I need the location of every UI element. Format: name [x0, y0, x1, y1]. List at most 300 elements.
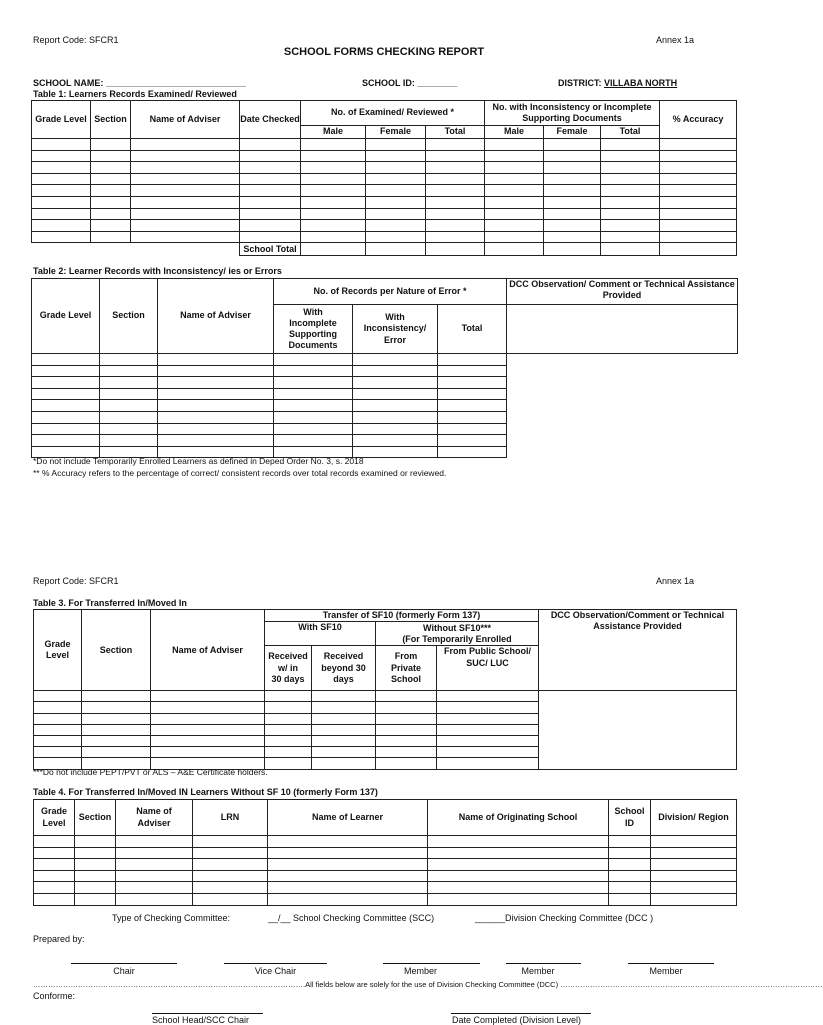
table-cell[interactable] [438, 377, 507, 389]
table-cell[interactable] [366, 196, 426, 208]
table-cell[interactable] [601, 150, 660, 162]
school-total-cell[interactable] [544, 243, 601, 256]
table-cell[interactable] [32, 150, 91, 162]
table-cell[interactable] [301, 139, 366, 151]
table-cell[interactable] [131, 185, 240, 197]
table-cell[interactable] [428, 870, 609, 882]
table-cell[interactable] [32, 411, 100, 423]
table-cell[interactable] [32, 400, 100, 412]
table-cell[interactable] [312, 758, 376, 769]
table-cell[interactable] [240, 231, 301, 243]
table-cell[interactable] [32, 354, 100, 366]
t1-female-header: Female [366, 126, 426, 139]
table-cell[interactable] [437, 758, 539, 769]
table-cell[interactable] [274, 435, 353, 447]
table-cell[interactable] [353, 354, 438, 366]
table-cell[interactable] [609, 893, 651, 905]
table-cell[interactable] [438, 365, 507, 377]
table-cell[interactable] [651, 893, 737, 905]
table-cell[interactable] [75, 836, 116, 848]
table-cell[interactable] [100, 411, 158, 423]
table-cell[interactable] [312, 747, 376, 758]
table-cell[interactable] [301, 185, 366, 197]
table-cell[interactable] [265, 747, 312, 758]
table-cell[interactable] [274, 400, 353, 412]
table-cell[interactable] [544, 185, 601, 197]
table-cell[interactable] [438, 411, 507, 423]
table-row [32, 208, 737, 220]
table-cell[interactable] [651, 870, 737, 882]
table-cell[interactable] [151, 702, 265, 713]
member-2-signature-line[interactable] [506, 963, 581, 964]
table-cell[interactable] [312, 736, 376, 747]
table-cell[interactable] [274, 377, 353, 389]
table-cell[interactable] [274, 388, 353, 400]
t2-inconsistency-header: With Inconsistency/ Error [353, 305, 438, 354]
t2-dcc-cell[interactable] [507, 305, 738, 354]
table4 [33, 799, 737, 906]
table-cell[interactable] [353, 446, 438, 458]
table-cell[interactable] [158, 400, 274, 412]
table-cell[interactable] [100, 423, 158, 435]
table-cell[interactable] [428, 882, 609, 894]
table-cell[interactable] [609, 847, 651, 859]
table-cell[interactable] [268, 882, 428, 894]
district-value: VILLABA NORTH [604, 78, 678, 88]
table-cell[interactable] [544, 150, 601, 162]
school-head-signature-line[interactable] [152, 1013, 263, 1014]
table-cell[interactable] [131, 173, 240, 185]
table-cell[interactable] [426, 196, 485, 208]
table-cell[interactable] [426, 231, 485, 243]
annex-label-2: Annex 1a [656, 576, 695, 586]
table3-footnote: ***Do not include PEPT/PVT or ALS – A&E Certificate holders. [33, 767, 268, 777]
table-cell[interactable] [34, 736, 82, 747]
table-cell[interactable] [265, 758, 312, 769]
table-cell[interactable] [131, 162, 240, 174]
annex-label: Annex 1a [656, 35, 695, 45]
date-completed-line[interactable] [451, 1013, 591, 1014]
table-cell[interactable] [158, 388, 274, 400]
table-cell[interactable] [34, 836, 75, 848]
table-cell[interactable] [75, 847, 116, 859]
table-cell[interactable] [438, 423, 507, 435]
table-cell[interactable] [428, 859, 609, 871]
table-cell[interactable] [193, 836, 268, 848]
school-name-field[interactable]: SCHOOL NAME: ____________________________ [33, 78, 246, 88]
table-cell[interactable] [32, 423, 100, 435]
table-cell[interactable] [32, 231, 91, 243]
table-cell[interactable] [485, 196, 544, 208]
table-cell[interactable] [32, 377, 100, 389]
table-cell[interactable] [274, 411, 353, 423]
table-cell[interactable] [116, 870, 193, 882]
table-cell[interactable] [353, 377, 438, 389]
table-cell[interactable] [601, 231, 660, 243]
table-cell[interactable] [116, 882, 193, 894]
table-cell[interactable] [437, 747, 539, 758]
table-cell[interactable] [32, 139, 91, 151]
table-cell[interactable] [34, 747, 82, 758]
table-cell[interactable] [428, 893, 609, 905]
table-cell[interactable] [601, 173, 660, 185]
table3-caption: Table 3. For Transferred In/Moved In [33, 598, 187, 608]
table-cell[interactable] [158, 411, 274, 423]
table-cell[interactable] [366, 139, 426, 151]
table-cell[interactable] [82, 724, 151, 735]
table-cell[interactable] [82, 747, 151, 758]
t4-school-id-header: School ID [609, 800, 651, 836]
table-cell[interactable] [34, 882, 75, 894]
table-cell[interactable] [34, 893, 75, 905]
table4-caption: Table 4. For Transferred In/Moved IN Learners Without SF 10 (formerly Form 137) [33, 787, 378, 797]
table-row [34, 691, 737, 702]
table-cell[interactable] [91, 208, 131, 220]
table-cell[interactable] [100, 354, 158, 366]
table-cell[interactable] [91, 139, 131, 151]
table-cell[interactable] [544, 173, 601, 185]
school-total-cell[interactable] [485, 243, 544, 256]
table-cell[interactable] [353, 388, 438, 400]
table-cell[interactable] [609, 836, 651, 848]
table-cell[interactable] [91, 150, 131, 162]
table-cell[interactable] [366, 162, 426, 174]
table-cell[interactable] [366, 208, 426, 220]
table-cell[interactable] [34, 859, 75, 871]
table-cell[interactable] [75, 893, 116, 905]
table-row [32, 150, 737, 162]
table-cell[interactable] [601, 139, 660, 151]
table-cell[interactable] [651, 847, 737, 859]
table-cell[interactable] [485, 208, 544, 220]
table-cell[interactable] [544, 208, 601, 220]
vice-chair-signature-line[interactable] [224, 963, 327, 964]
table-cell[interactable] [485, 173, 544, 185]
table-cell[interactable] [660, 196, 737, 208]
table-cell[interactable] [544, 220, 601, 232]
table-cell[interactable] [32, 208, 91, 220]
dcc-option[interactable]: ______Division Checking Committee (DCC ) [475, 913, 654, 923]
table-cell[interactable] [376, 758, 437, 769]
table-cell[interactable] [268, 847, 428, 859]
table-cell[interactable] [428, 847, 609, 859]
table-cell[interactable] [301, 173, 366, 185]
table-cell[interactable] [353, 435, 438, 447]
t1-male-header: Male [301, 126, 366, 139]
table-cell[interactable] [544, 196, 601, 208]
table-cell[interactable] [301, 231, 366, 243]
table-cell[interactable] [437, 736, 539, 747]
table-cell[interactable] [151, 713, 265, 724]
table-cell[interactable] [32, 365, 100, 377]
table-cell[interactable] [100, 435, 158, 447]
table-cell[interactable] [240, 208, 301, 220]
table-cell[interactable] [426, 139, 485, 151]
page-title: SCHOOL FORMS CHECKING REPORT [283, 46, 485, 58]
t3-transfer-header: Transfer of SF10 (formerly Form 137) [265, 610, 539, 622]
t2-section-header: Section [100, 279, 158, 354]
table-cell[interactable] [651, 882, 737, 894]
table-cell[interactable] [438, 388, 507, 400]
table-cell[interactable] [426, 220, 485, 232]
table-cell[interactable] [131, 139, 240, 151]
t2-adviser-header: Name of Adviser [158, 279, 274, 354]
table-cell[interactable] [376, 702, 437, 713]
school-total-cell[interactable] [426, 243, 485, 256]
table-cell[interactable] [34, 702, 82, 713]
table-cell[interactable] [32, 162, 91, 174]
table-cell[interactable] [366, 220, 426, 232]
table-cell[interactable] [158, 423, 274, 435]
table-cell[interactable] [268, 836, 428, 848]
table-cell[interactable] [100, 365, 158, 377]
t3-with-sf10-header: With SF10 [265, 622, 376, 646]
table-cell[interactable] [609, 882, 651, 894]
table-row [32, 354, 738, 366]
table-cell[interactable] [240, 185, 301, 197]
table-cell[interactable] [651, 836, 737, 848]
table-cell[interactable] [240, 139, 301, 151]
table-cell[interactable] [437, 724, 539, 735]
table-cell[interactable] [193, 882, 268, 894]
table-cell[interactable] [376, 747, 437, 758]
table-cell[interactable] [366, 231, 426, 243]
school-total-cell[interactable] [366, 243, 426, 256]
table-cell[interactable] [376, 724, 437, 735]
t4-learner-header: Name of Learner [268, 800, 428, 836]
table-cell[interactable] [437, 691, 539, 702]
table-cell[interactable] [240, 162, 301, 174]
table-cell[interactable] [34, 713, 82, 724]
table-cell[interactable] [193, 847, 268, 859]
table-cell[interactable] [660, 139, 737, 151]
table-cell[interactable] [34, 691, 82, 702]
table-cell[interactable] [660, 173, 737, 185]
table-cell[interactable] [274, 365, 353, 377]
table-cell[interactable] [100, 388, 158, 400]
table-cell[interactable] [601, 208, 660, 220]
table-cell[interactable] [34, 724, 82, 735]
table-cell[interactable] [312, 724, 376, 735]
table-cell[interactable] [34, 870, 75, 882]
table-cell[interactable] [601, 196, 660, 208]
table-cell[interactable] [544, 162, 601, 174]
table-cell[interactable] [438, 435, 507, 447]
school-total-cell[interactable] [601, 243, 660, 256]
table2 [31, 278, 738, 458]
table-cell[interactable] [428, 836, 609, 848]
t4-section-header: Section [75, 800, 116, 836]
table-cell[interactable] [376, 691, 437, 702]
table-cell[interactable] [82, 713, 151, 724]
table-cell[interactable] [660, 208, 737, 220]
table-cell[interactable] [353, 423, 438, 435]
table-cell[interactable] [437, 713, 539, 724]
table-cell[interactable] [75, 882, 116, 894]
table-cell[interactable] [131, 150, 240, 162]
table-cell[interactable] [609, 870, 651, 882]
table-row [32, 377, 738, 389]
table-cell[interactable] [485, 231, 544, 243]
table-cell[interactable] [301, 208, 366, 220]
table-cell[interactable] [193, 859, 268, 871]
district-text: DISTRICT: [558, 78, 602, 88]
table-cell[interactable] [265, 724, 312, 735]
t2-total-header: Total [438, 305, 507, 354]
t4-division-header: Division/ Region [651, 800, 737, 836]
table-cell[interactable] [601, 185, 660, 197]
table-cell[interactable] [158, 365, 274, 377]
table-cell[interactable] [131, 208, 240, 220]
member-1-signature-line[interactable] [383, 963, 480, 964]
table-cell[interactable] [131, 231, 240, 243]
table-cell[interactable] [32, 173, 91, 185]
table-cell[interactable] [485, 139, 544, 151]
t3-dcc-header: DCC Observation/Comment or Technical Assistance Provided [539, 610, 737, 691]
table-cell[interactable] [366, 150, 426, 162]
table-cell[interactable] [91, 220, 131, 232]
table-cell[interactable] [158, 377, 274, 389]
table-cell[interactable] [660, 220, 737, 232]
table-cell[interactable] [312, 691, 376, 702]
table-cell[interactable] [265, 691, 312, 702]
school-id-label [362, 78, 457, 88]
table-cell[interactable] [158, 354, 274, 366]
table-cell[interactable] [32, 388, 100, 400]
table-cell[interactable] [366, 185, 426, 197]
t3-private-header: From Private School [376, 646, 437, 691]
table-cell[interactable] [265, 702, 312, 713]
t1-grade-level-header: Grade Level [32, 101, 91, 139]
table-cell[interactable] [485, 162, 544, 174]
school-total-cell[interactable] [660, 243, 737, 256]
table-cell[interactable] [75, 859, 116, 871]
table-cell[interactable] [544, 139, 601, 151]
table-cell[interactable] [426, 162, 485, 174]
table-cell[interactable] [116, 847, 193, 859]
table-cell[interactable] [376, 713, 437, 724]
table-cell[interactable] [366, 173, 426, 185]
scc-option[interactable]: __/__ School Checking Committee (SCC) [268, 913, 435, 923]
table-cell[interactable] [301, 196, 366, 208]
table-cell[interactable] [609, 859, 651, 871]
table-cell[interactable] [193, 893, 268, 905]
table-cell[interactable] [426, 208, 485, 220]
school-id-text: SCHOOL ID: [362, 78, 415, 88]
table-cell[interactable] [438, 400, 507, 412]
table-cell[interactable] [193, 870, 268, 882]
table-cell[interactable] [601, 162, 660, 174]
table-cell[interactable] [131, 196, 240, 208]
table-cell[interactable] [265, 713, 312, 724]
table-cell[interactable] [437, 702, 539, 713]
table-cell[interactable] [274, 423, 353, 435]
table-cell[interactable] [353, 400, 438, 412]
table-cell[interactable] [485, 150, 544, 162]
table-cell[interactable] [312, 702, 376, 713]
table-cell[interactable] [75, 870, 116, 882]
table-cell[interactable] [601, 220, 660, 232]
table-cell[interactable] [32, 185, 91, 197]
table-cell[interactable] [376, 736, 437, 747]
table-cell[interactable] [34, 847, 75, 859]
table-cell[interactable] [353, 365, 438, 377]
table-cell[interactable] [438, 446, 507, 458]
table-cell[interactable] [240, 196, 301, 208]
table-cell[interactable] [268, 859, 428, 871]
table-cell[interactable] [116, 893, 193, 905]
table-cell[interactable] [151, 736, 265, 747]
table-cell[interactable] [151, 724, 265, 735]
table-cell[interactable] [312, 713, 376, 724]
table-cell[interactable] [91, 185, 131, 197]
table-cell[interactable] [91, 173, 131, 185]
table-cell[interactable] [268, 893, 428, 905]
table2-caption: Table 2: Learner Records with Inconsistency/ ies or Errors [33, 266, 282, 276]
table-cell[interactable] [265, 736, 312, 747]
table-cell[interactable] [660, 185, 737, 197]
table-cell[interactable] [426, 173, 485, 185]
table-cell[interactable] [151, 691, 265, 702]
chair-signature-line[interactable] [71, 963, 177, 964]
table-cell[interactable] [82, 691, 151, 702]
t1-male-header-2: Male [485, 126, 544, 139]
table-row [32, 220, 737, 232]
table-cell[interactable] [32, 196, 91, 208]
school-total-cell[interactable] [301, 243, 366, 256]
table-cell[interactable] [544, 231, 601, 243]
table-cell[interactable] [82, 736, 151, 747]
table-cell[interactable] [301, 150, 366, 162]
t3-received-beyond-header: Received beyond 30 days [312, 646, 376, 691]
table-cell[interactable] [32, 220, 91, 232]
school-id-field[interactable]: ________ [417, 78, 458, 88]
table-cell[interactable] [426, 150, 485, 162]
table-cell[interactable] [426, 185, 485, 197]
table-cell[interactable] [660, 231, 737, 243]
table-cell[interactable] [91, 162, 131, 174]
t3-dcc-cell[interactable] [539, 691, 737, 769]
table-cell[interactable] [100, 400, 158, 412]
table-cell[interactable] [651, 859, 737, 871]
table-cell[interactable] [116, 859, 193, 871]
table-cell[interactable] [158, 435, 274, 447]
table-cell[interactable] [82, 702, 151, 713]
table-cell[interactable] [100, 377, 158, 389]
table-cell[interactable] [660, 150, 737, 162]
table-cell[interactable] [151, 747, 265, 758]
table-cell[interactable] [485, 185, 544, 197]
member-3-signature-line[interactable] [628, 963, 714, 964]
table-cell[interactable] [268, 870, 428, 882]
table-cell[interactable] [91, 231, 131, 243]
table-cell[interactable] [240, 173, 301, 185]
table-cell[interactable] [274, 354, 353, 366]
table-cell[interactable] [301, 220, 366, 232]
table-cell[interactable] [91, 196, 131, 208]
table-cell[interactable] [32, 435, 100, 447]
table-cell[interactable] [660, 162, 737, 174]
table-cell[interactable] [240, 150, 301, 162]
table-cell[interactable] [240, 220, 301, 232]
table-cell[interactable] [116, 836, 193, 848]
table-cell[interactable] [485, 220, 544, 232]
table-cell[interactable] [301, 162, 366, 174]
t2-dcc-header: DCC Observation/ Comment or Technical Assistance Provided [507, 279, 738, 305]
table-cell[interactable] [131, 220, 240, 232]
table-cell[interactable] [353, 411, 438, 423]
table-cell[interactable] [438, 354, 507, 366]
